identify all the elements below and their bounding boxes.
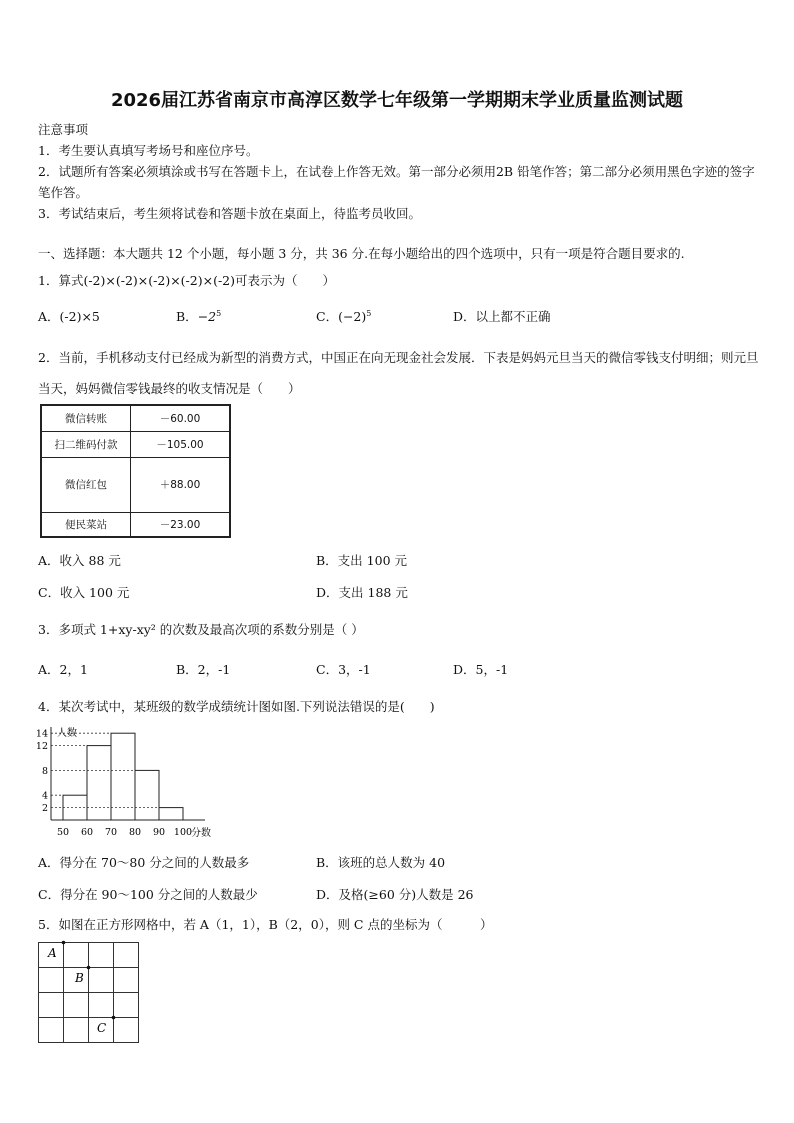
histogram-bar [87,746,111,820]
q3-stem: 3．多项式 1+xy-xy² 的次数及最高次项的系数分别是（ ） [38,622,364,637]
y-tick-label: 14 [35,728,48,740]
x-tick-label: 100 [173,827,193,838]
label-a: A [48,946,57,960]
y-tick-label: 2 [41,803,48,815]
q4-stem: 4．某次考试中，某班级的数学成绩统计图如图.下列说法错误的是( ) [38,699,435,714]
notice-item-2: 2．试题所有答案必须填涂或书写在答题卡上，在试卷上作答无效。第一部分必须用2B 铅笔作答；第二部分必须用黑色字迹的签字笔作答。 [38,164,755,200]
y-tick-label: 8 [41,765,48,777]
q2-option-c: C．收入 100 元 [38,585,130,600]
histogram-bar [135,770,159,820]
q4-option-c: C．得分在 90～100 分之间的人数最少 [38,887,258,902]
q2-option-b: B．支出 100 元 [316,553,407,568]
histogram-axes [51,727,205,820]
x-tick-label: 80 [128,827,142,838]
table-cell-amount: ＋88.00 [131,457,231,512]
notice-item-1: 1．考生要认真填写考场号和座位序号。 [38,143,259,158]
x-tick-label: 70 [104,827,118,838]
histogram-bar [159,808,183,820]
x-axis-label: 分数 [191,828,211,839]
q3-option-a: A．2，1 [38,662,88,677]
q1-option-c-base: (−2) [338,309,367,324]
q3-option-c: C．3，-1 [316,662,371,677]
page-title: 2026届江苏省南京市高淳区数学七年级第一学期期末学业质量监测试题 [110,90,684,111]
table-cell-item: 便民菜站 [41,512,131,537]
table-cell-amount: －105.00 [131,431,231,457]
q1-option-c-exp: 5 [366,308,372,318]
q4-option-b: B．该班的总人数为 40 [316,855,446,870]
table-cell-amount: －23.00 [131,512,231,537]
q1-stem: 1．算式(-2)×(-2)×(-2)×(-2)×(-2)可表示为（ ） [38,273,335,288]
q2-stem: 2．当前，手机移动支付已经成为新型的消费方式，中国正在向无现金社会发展．下表是妈妈元旦当天的微信零钱支付明细；则元旦当天，妈妈微信零钱最终的收支情况是（ ） [38,350,759,396]
q5-stem: 5．如图在正方形网格中，若 A（1，1），B（2，0），则 C 点的坐标为（ ） [38,917,493,932]
table-cell-item: 扫二维码付款 [41,431,131,457]
y-tick-label: 12 [35,741,48,753]
label-c: C [97,1021,107,1035]
q1-option-b [176,307,221,325]
x-tick-labels [57,827,192,838]
point-b [87,966,91,970]
y-tick-label: 4 [41,790,48,802]
q1-option-b-exp: 5 [216,308,222,318]
table-cell-item: 微信转账 [41,405,131,431]
q3-option-b: B．2，-1 [176,662,231,677]
notice-item-3: 3．考试结束后，考生须将试卷和答题卡放在桌面上，待监考员收回。 [38,206,421,221]
q1-option-d: D．以上都不正确 [453,309,551,324]
table-row [41,512,230,537]
table-row [41,405,230,431]
x-tick-label: 50 [56,827,70,838]
x-tick-label: 90 [152,827,166,838]
x-tick-label: 60 [80,827,94,838]
q1-option-c [316,307,371,325]
histogram-bars [63,733,183,820]
section-heading: 一、选择题：本大题共 12 个小题，每小题 3 分，共 36 分.在每小题给出的四个选项中，只有一项是符合题目要求的. [38,246,685,261]
q1-option-a: A．(-2)×5 [38,309,100,324]
histogram-bar [111,733,135,820]
table-cell-amount: －60.00 [131,405,231,431]
q2-option-d: D．支出 188 元 [316,585,408,600]
q1-option-c-label: C． [316,309,339,324]
payment-table [40,404,231,538]
table-row [41,457,230,512]
point-a [62,941,66,945]
table-row [41,431,230,457]
q1-option-b-label: B． [176,309,198,324]
y-tick-labels [36,729,48,814]
point-c [112,1016,116,1020]
q4-option-d: D．及格(≥60 分)人数是 26 [316,887,474,902]
notice-heading: 注意事项 [38,122,89,137]
label-b: B [75,971,84,985]
q1-option-b-base: −2 [197,309,217,324]
q3-option-d: D．5，-1 [453,662,509,677]
table-cell-item: 微信红包 [41,457,131,512]
histogram-chart [30,722,230,844]
q2-option-a: A．收入 88 元 [38,553,121,568]
q4-option-a: A．得分在 70～80 分之间的人数最多 [38,855,250,870]
square-grid-figure [36,938,142,1044]
y-axis-label: 人数 [57,728,77,739]
